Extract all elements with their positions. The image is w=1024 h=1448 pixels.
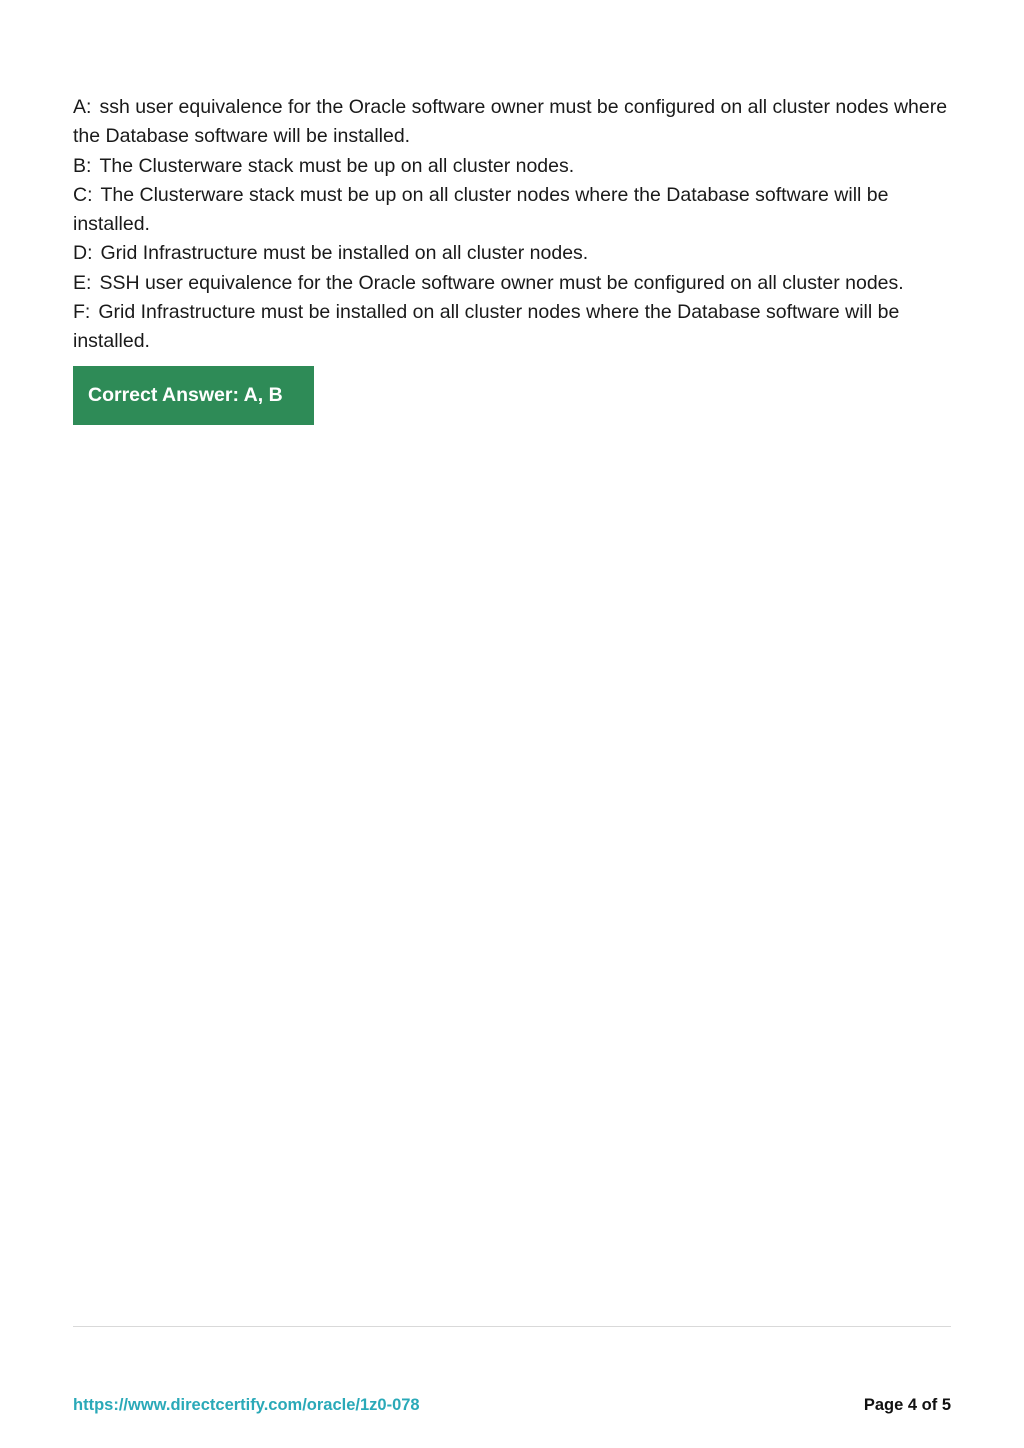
option-d: [73, 239, 963, 268]
option-text: The Clusterware stack must be up on all cluster nodes where the Database software will be installed.: [73, 183, 889, 236]
option-letter: D:: [73, 242, 93, 265]
option-letter: C:: [73, 183, 93, 206]
option-letter: B:: [73, 154, 92, 177]
option-text: Grid Infrastructure must be installed on all cluster nodes.: [100, 242, 589, 265]
option-a: [73, 93, 963, 152]
option-letter: A:: [73, 96, 92, 118]
option-f: [73, 298, 963, 357]
option-text: Grid Infrastructure must be installed on all cluster nodes where the Database software will be installed.: [73, 301, 900, 353]
option-text: The Clusterware stack must be up on all cluster nodes.: [99, 154, 575, 177]
correct-answer-badge: Correct Answer: A, B: [73, 366, 314, 425]
footer-divider: [73, 1326, 951, 1327]
option-c: [73, 181, 963, 240]
footer-url-link[interactable]: https://www.directcertify.com/oracle/1z0-078: [73, 1396, 420, 1414]
answer-options: [73, 93, 963, 357]
option-text: SSH user equivalence for the Oracle software owner must be configured on all cluster nodes.: [99, 271, 904, 294]
option-text: ssh user equivalence for the Oracle software owner must be configured on all cluster nodes where the Database software will be installed.: [73, 96, 948, 148]
option-letter: E:: [73, 271, 92, 294]
option-e: [73, 269, 963, 298]
option-letter: F:: [73, 301, 91, 324]
page-number: Page 4 of 5: [863, 1396, 951, 1414]
option-b: [73, 152, 963, 181]
